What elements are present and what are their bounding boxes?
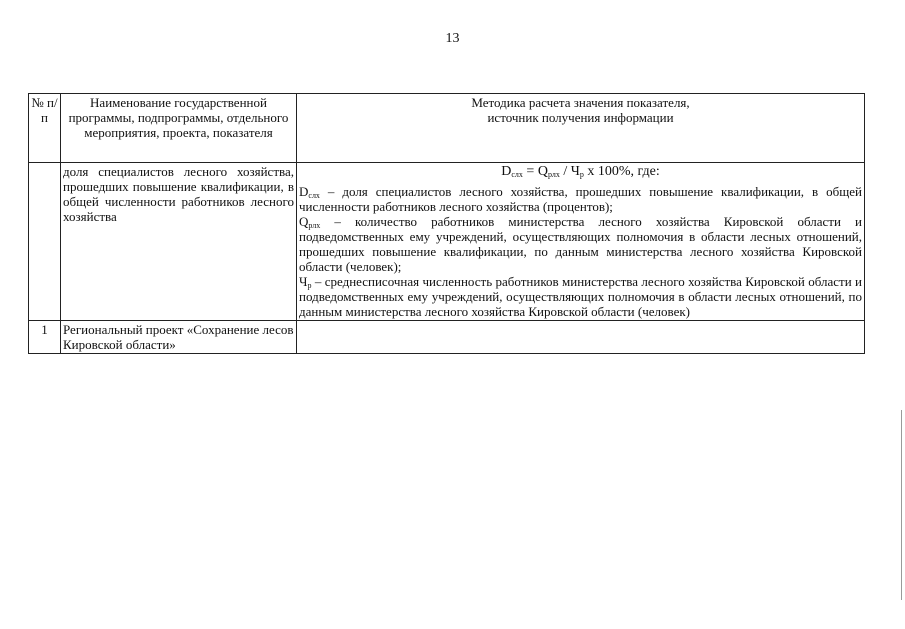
formula-q-sub: рлх <box>547 170 560 179</box>
formula-eq: = <box>522 164 538 179</box>
row2-name: Региональный проект «Сохранение лесов Кировской области» <box>61 321 297 354</box>
formula-ch: Ч <box>570 164 580 179</box>
indicator-table <box>28 93 865 354</box>
formula <box>299 164 862 179</box>
def-d-symbol: D <box>299 184 309 199</box>
table-header-row <box>29 94 865 163</box>
header-method-line1: Методика расчета значения показателя, <box>471 95 690 110</box>
formula-d-sub: слх <box>511 170 523 179</box>
row2-num: 1 <box>29 321 61 354</box>
def-q-sub: рлх <box>308 221 321 230</box>
row2-method <box>297 321 865 354</box>
formula-q: Q <box>537 164 548 179</box>
def-q-symbol: Q <box>299 214 309 229</box>
row1-name: доля специалистов лесного хозяйства, прошедших повышение квалификации, в общей численности работников лесного хозяйства <box>61 163 297 321</box>
formula-div: / <box>559 164 571 179</box>
formula-ch-sub: р <box>579 170 584 179</box>
def-d-sub: слх <box>308 191 320 200</box>
formula-tail: x 100%, где: <box>583 164 660 179</box>
def-ch-sub: р <box>307 281 312 290</box>
page-number: 13 <box>445 31 460 46</box>
def-ch-symbol: Ч <box>299 274 308 289</box>
def-q-text: – количество работников министерства лесного хозяйства Кировской области и подведомственных ему учреждений, осуществляющих полномочия в области лесных отношений, прошедших повышение квалификации, по данным министерства лесного хозяйства Кировской области (человек); <box>299 214 862 274</box>
table-row <box>29 321 865 354</box>
table-row <box>29 163 865 321</box>
def-d-text: – доля специалистов лесного хозяйства, прошедших повышение квалификации, в общей численности работников лесного хозяйства (процентов); <box>299 184 862 214</box>
definition-ch <box>299 274 862 319</box>
scan-edge-line <box>901 410 902 600</box>
def-ch-text: – среднесписочная численность работников министерства лесного хозяйства Кировской области и подведомственных ему учреждений, осуществляющих полномочия в области лесных отношений, по данным министерства лесного хозяйства Кировской области (человек) <box>299 274 862 319</box>
header-method-line2: источник получения информации <box>487 110 674 125</box>
definition-q <box>299 214 862 274</box>
formula-d: D <box>501 164 512 179</box>
row1-num <box>29 163 61 321</box>
definition-d <box>299 184 862 214</box>
header-num: № п/п <box>29 94 61 163</box>
header-method <box>297 94 865 163</box>
row1-method <box>297 163 865 321</box>
header-name: Наименование государственной программы, подпрограммы, отдельного мероприятия, проекта, показателя <box>61 94 297 163</box>
